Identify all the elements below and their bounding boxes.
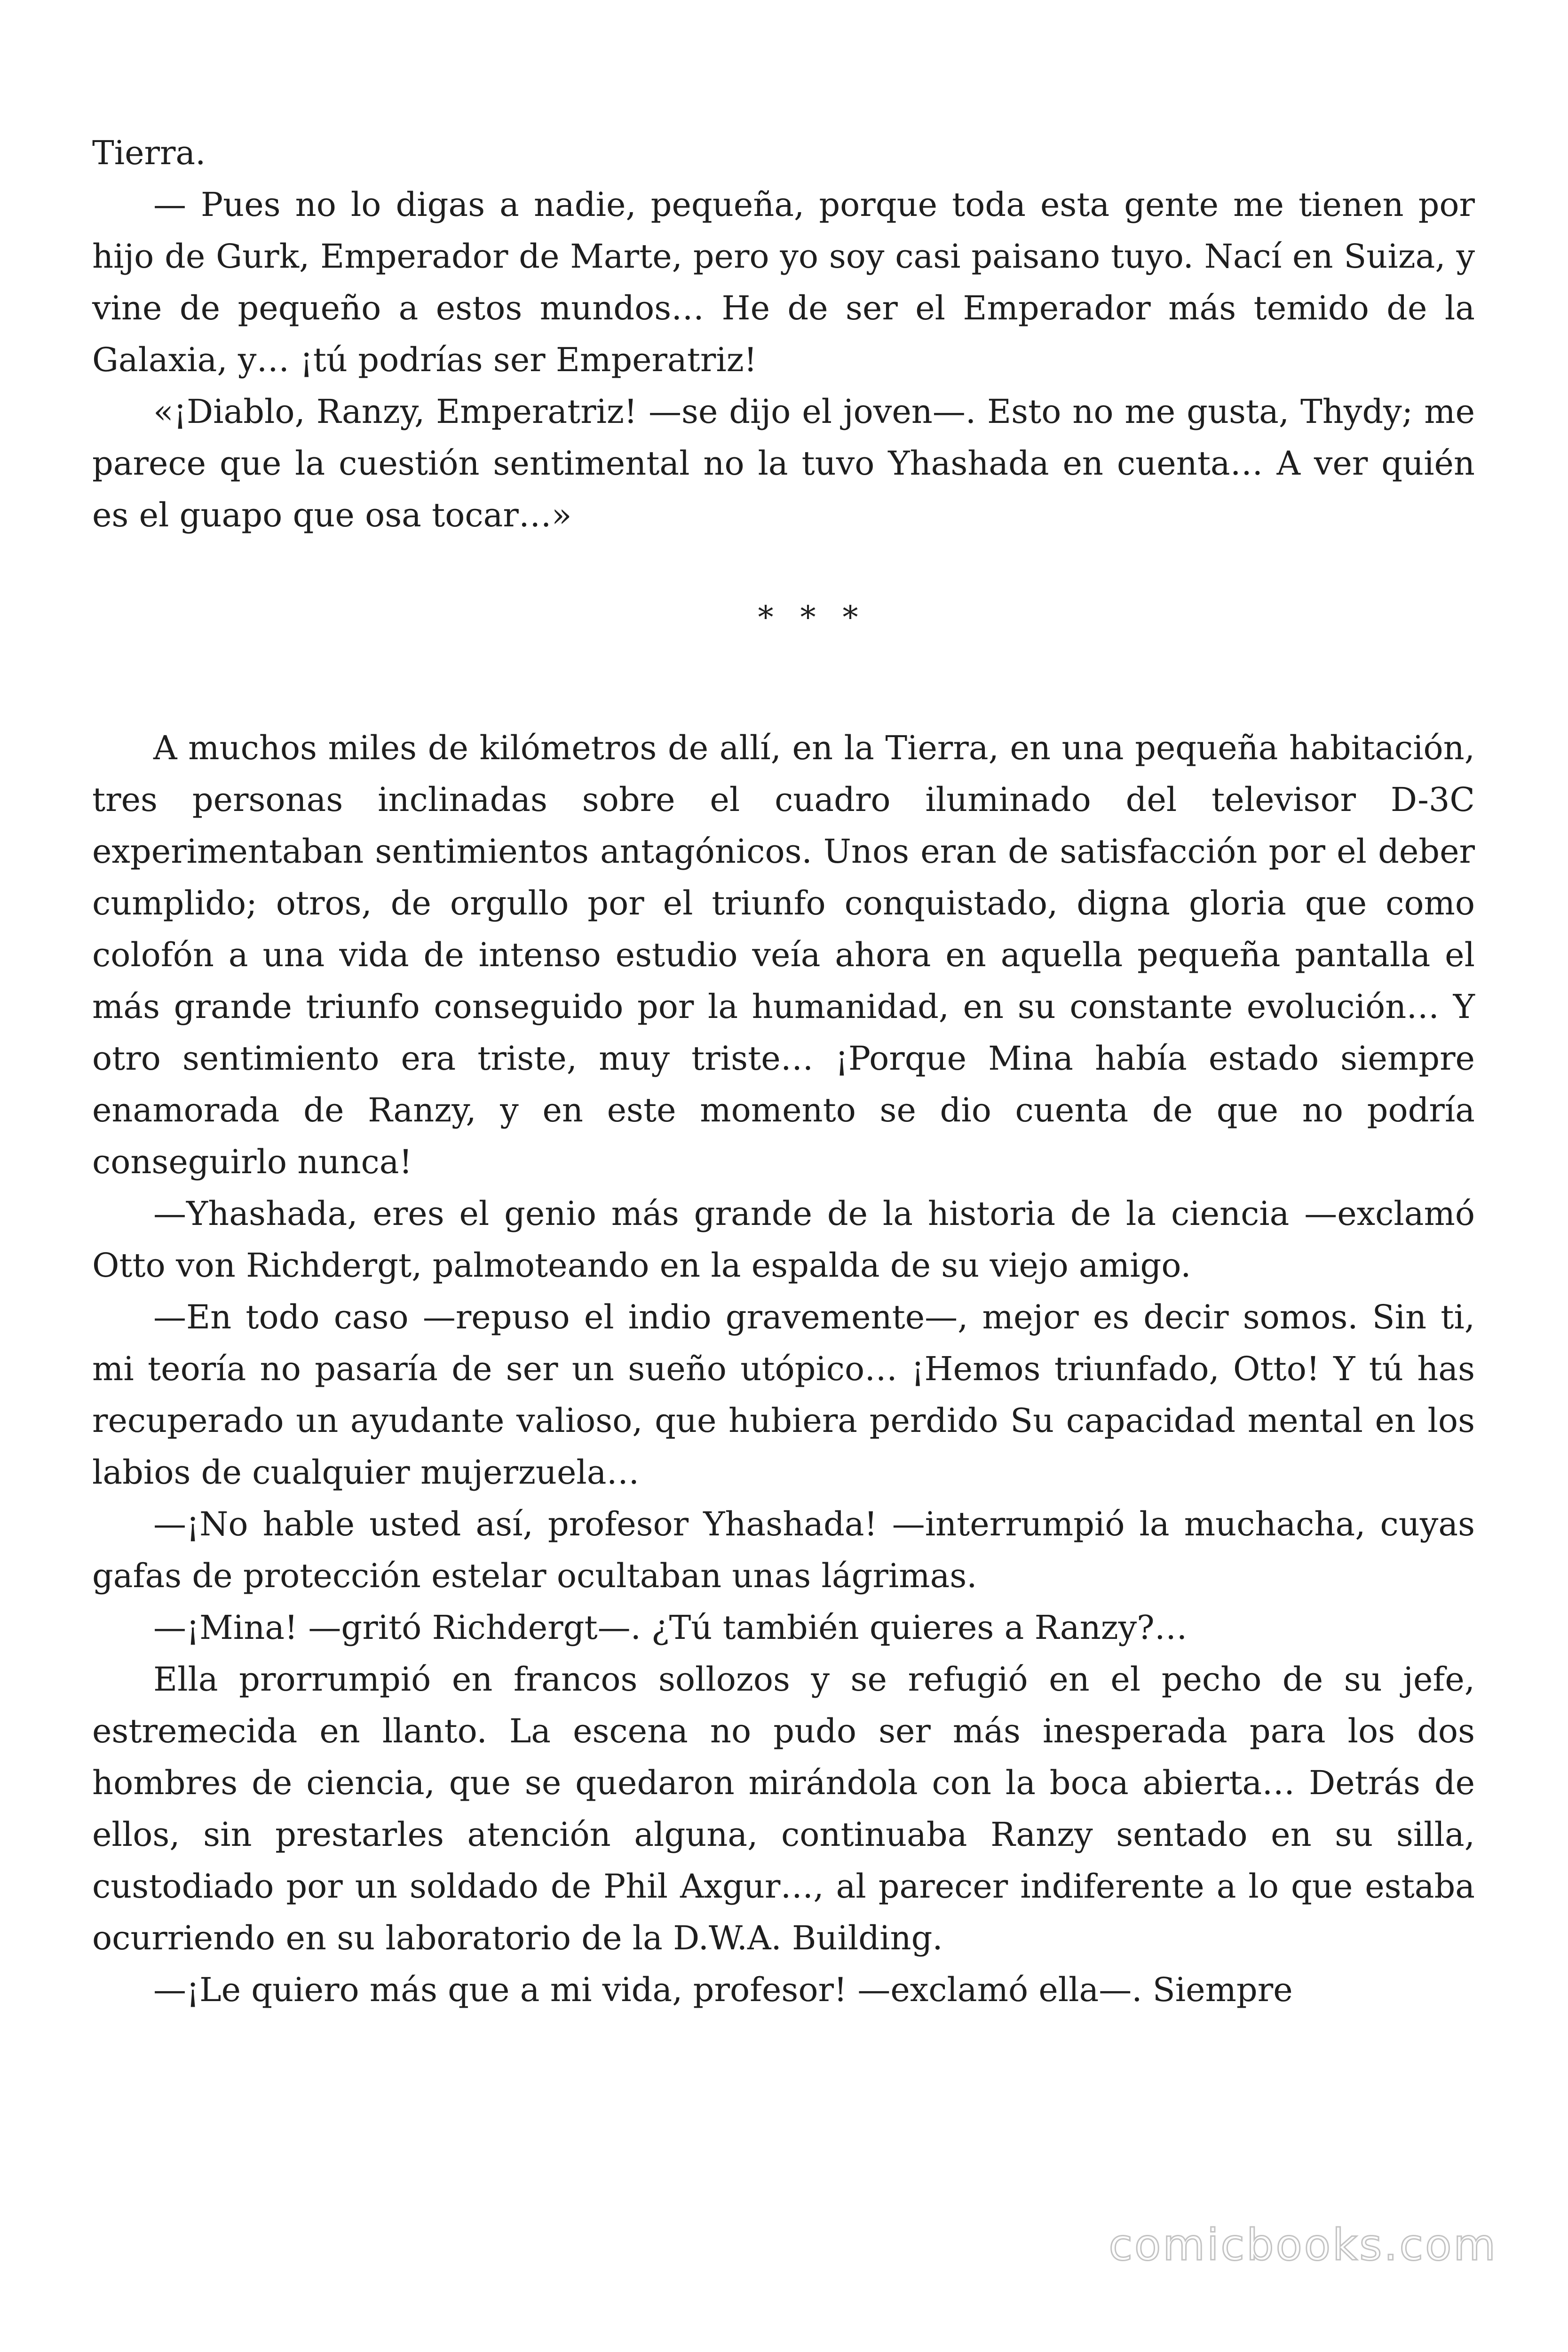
paragraph-narration: Ella prorrumpió en francos sollozos y se refugió en el pecho de su jefe, estremecida en llanto. La escena no pudo ser más inesperada para los dos hombres de ciencia, que se quedaron mirándola con la boca abierta… Detrás de ellos, sin prestarles atención alguna, continuaba Ranzy sentado en su silla, custodiado por un soldado de Phil Axgur…, al parecer indiferente a lo que estaba ocurriendo en su laboratorio de la D.W.A. Building. xyxy=(92,1660,1475,1957)
paragraph-inner-thought: «¡Diablo, Ranzy, Emperatriz! —se dijo el joven—. Esto no me gusta, Thydy; me parece que la cuestión sentimental no la tuvo Yhashada en cuenta… A ver quién es el guapo que osa tocar…» xyxy=(92,392,1475,534)
section-1-text xyxy=(92,127,1475,541)
paragraph-narration: A muchos miles de kilómetros de allí, en la Tierra, en una pequeña habitación, tres personas inclinadas sobre el cuadro iluminado del televisor D-3C experimentaban sentimientos antagónicos. Unos eran de satisfacción por el deber cumplido; otros, de orgullo por el triunfo conquistado, digna gloria que como colofón a una vida de intenso estudio veía ahora en aquella pequeña pantalla el más grande triunfo conseguido por la humanidad, en su constante evolución… Y otro sentimiento era triste, muy triste… ¡Porque Mina había estado siempre enamorada de Ranzy, y en este momento se dio cuenta de que no podría conseguirlo nunca! xyxy=(92,729,1475,1181)
paragraph-dialogue: —¡Le quiero más que a mi vida, profesor! —exclamó ella—. Siempre xyxy=(153,1971,1293,2009)
section-separator: * * * xyxy=(758,599,867,636)
section-2-text xyxy=(92,722,1475,2016)
paragraph-dialogue: — Pues no lo digas a nadie, pequeña, porque toda esta gente me tienen por hijo de Gurk, Emperador de Marte, pero yo soy casi paisano tuyo. Nací en Suiza, y vine de pequeño a estos mundos… He de ser el Emperador más temido de la Galaxia, y… ¡tú podrías ser Emperatriz! xyxy=(92,185,1475,379)
watermark-text: comicbooks.com xyxy=(1109,2220,1497,2270)
paragraph-dialogue: —Yhashada, eres el genio más grande de la historia de la ciencia —exclamó Otto von Richdergt, palmoteando en la espalda de su viejo amigo. xyxy=(92,1194,1475,1285)
paragraph-dialogue: —¡Mina! —gritó Richdergt—. ¿Tú también quieres a Ranzy?… xyxy=(153,1608,1188,1647)
paragraph-dialogue: —En todo caso —repuso el indio gravemente—, mejor es decir somos. Sin ti, mi teoría no pasaría de ser un sueño utópico… ¡Hemos triunfado, Otto! Y tú has recuperado un ayudante valioso, que hubiera perdido Su capacidad mental en los labios de cualquier mujerzuela… xyxy=(92,1298,1475,1492)
paragraph-continuation: Tierra. xyxy=(92,134,206,172)
paragraph-dialogue: —¡No hable usted así, profesor Yhashada! —interrumpió la muchacha, cuyas gafas de protección estelar ocultaban unas lágrimas. xyxy=(92,1505,1475,1595)
